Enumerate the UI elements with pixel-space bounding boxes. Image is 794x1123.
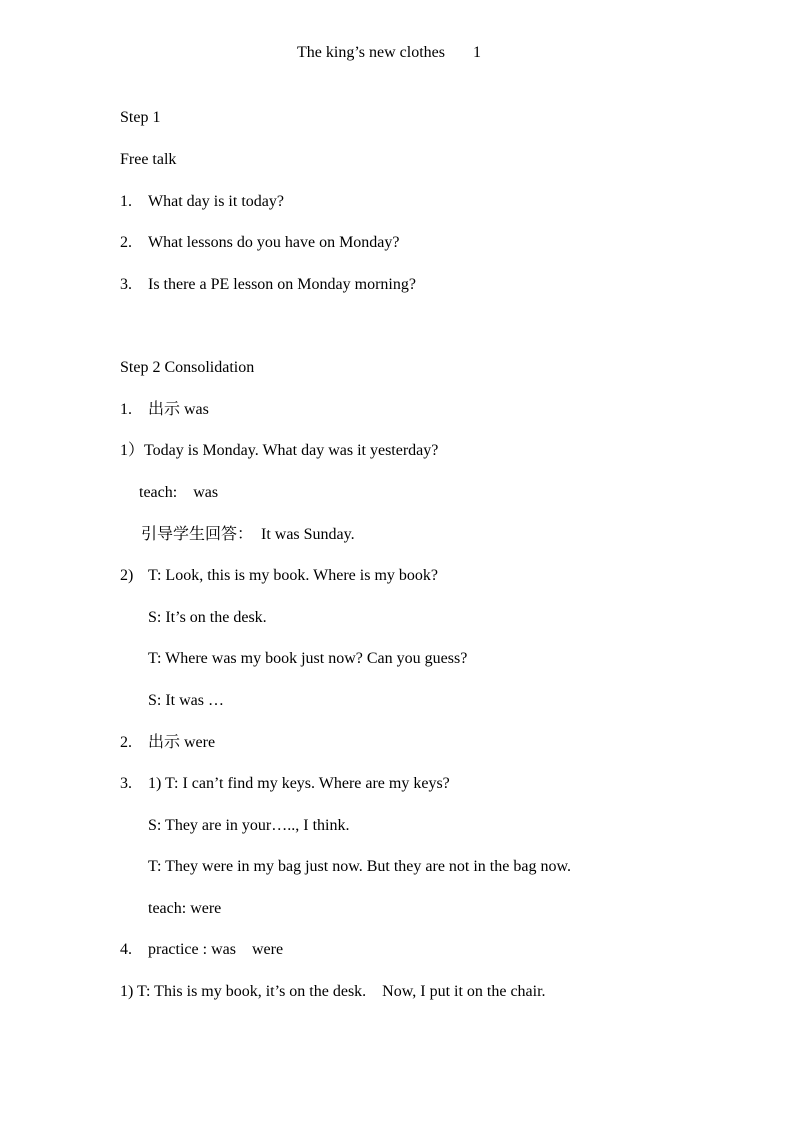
list-number: 1. (120, 401, 132, 418)
practice-line-1: 1) T: This is my book, it’s on the desk. Now, I put it on the chair. (120, 983, 546, 1000)
dialogue-line: S: It’s on the desk. (148, 609, 267, 626)
step2-item-2 (120, 733, 215, 753)
question-text: What day is it today? (148, 193, 284, 210)
document-title (297, 43, 481, 63)
step2-sub-1 (120, 441, 438, 461)
list-number: 2) (120, 567, 134, 584)
dialogue-line: teach: were (148, 900, 222, 917)
dialogue-line: S: It was … (148, 692, 224, 709)
step1-subheading: Free talk (120, 151, 177, 168)
title-text: The king’s new clothes (297, 44, 445, 61)
list-number: 4. (120, 941, 132, 958)
page-number: 1 (472, 44, 481, 61)
step2-item-4 (120, 940, 283, 960)
list-number: 2. (120, 234, 132, 251)
step2-heading: Step 2 Consolidation (120, 359, 255, 376)
list-number: 1） (120, 442, 145, 459)
item-text: 出示 was (148, 401, 209, 418)
step2-item-1 (120, 400, 209, 420)
item-text: T: Look, this is my book. Where is my book? (148, 567, 438, 584)
guide-answer: 引导学生回答： It was Sunday. (141, 526, 355, 543)
question-text: Is there a PE lesson on Monday morning? (148, 276, 416, 293)
list-number: 2. (120, 734, 132, 751)
step2-item-3 (120, 774, 450, 794)
dialogue-line: T: They were in my bag just now. But they are not in the bag now. (148, 858, 571, 875)
step1-heading: Step 1 (120, 109, 161, 126)
dialogue-line: T: Where was my book just now? Can you guess? (148, 650, 468, 667)
question-1 (120, 192, 284, 212)
item-text: Today is Monday. What day was it yesterday? (144, 442, 439, 459)
step2-sub-2 (120, 566, 438, 586)
question-3 (120, 275, 416, 295)
list-number: 3. (120, 775, 132, 792)
list-number: 3. (120, 276, 132, 293)
item-text: 出示 were (148, 734, 216, 751)
dialogue-line: S: They are in your….., I think. (148, 817, 350, 834)
question-2 (120, 233, 400, 253)
teach-was: teach: was (139, 484, 219, 501)
item-text: practice : was were (148, 941, 284, 958)
list-number: 1. (120, 193, 132, 210)
item-text: 1) T: I can’t find my keys. Where are my keys? (148, 775, 450, 792)
question-text: What lessons do you have on Monday? (148, 234, 400, 251)
